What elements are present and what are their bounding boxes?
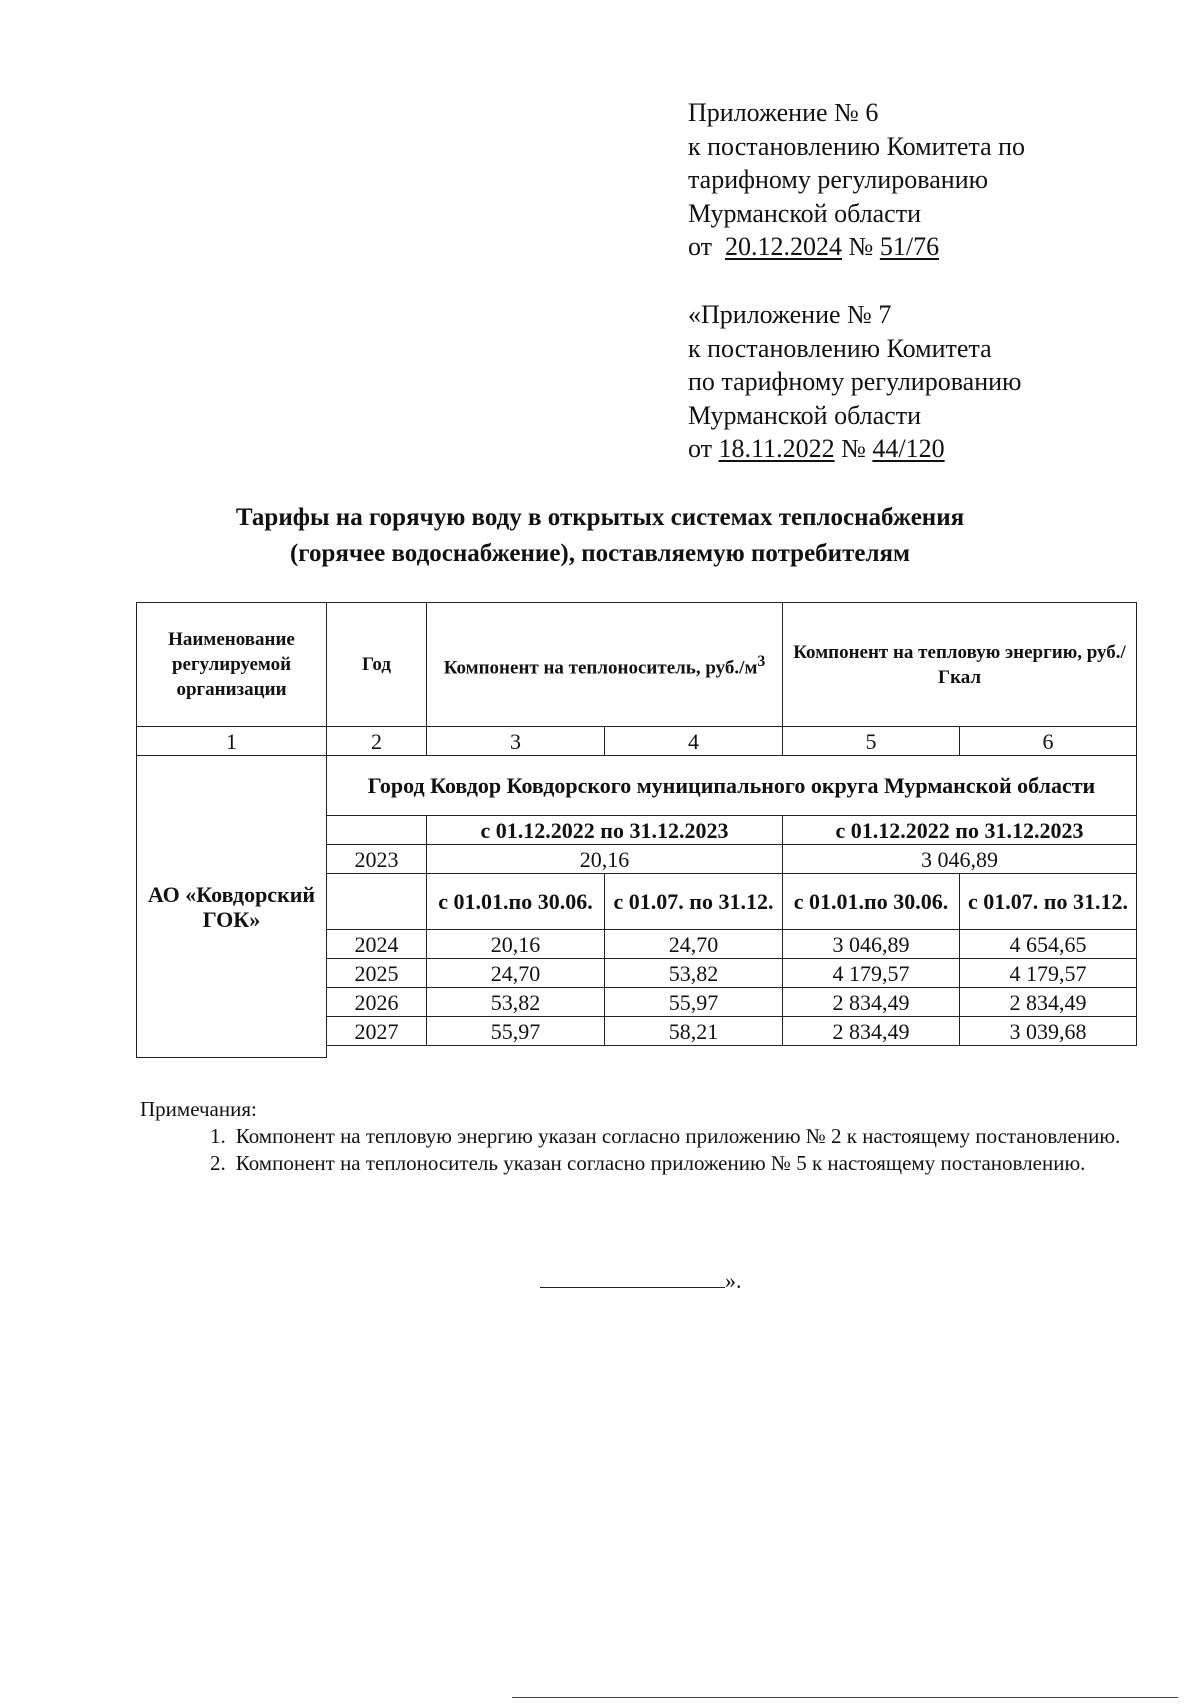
coolant-h2: 24,70: [605, 930, 783, 959]
year-cell: 2024: [327, 930, 427, 959]
half-header: с 01.07. по 31.12.: [960, 874, 1137, 930]
heat-h1: 2 834,49: [783, 988, 960, 1017]
heat-h1: 4 179,57: [783, 959, 960, 988]
appendix-6-no-sign: №: [848, 232, 874, 261]
coolant-h1: 20,16: [427, 930, 605, 959]
appendix-6-date-line: [688, 230, 1025, 264]
document-title: [120, 500, 1080, 572]
period-coolant: с 01.12.2022 по 31.12.2023: [427, 816, 783, 845]
col-number: 1: [137, 727, 327, 756]
col-number: 6: [960, 727, 1137, 756]
year-cell: 2027: [327, 1017, 427, 1046]
year-cell: 2026: [327, 988, 427, 1017]
table-header-row: [137, 603, 1137, 727]
appendix-6-line-2: к постановлению Комитета по: [688, 131, 1026, 161]
heat-value: 3 046,89: [783, 845, 1137, 874]
note-1-number: 1.: [210, 1124, 226, 1148]
coolant-h1: 24,70: [427, 959, 605, 988]
header-heat: Компонент на тепловую энергию, руб./Гкал: [783, 603, 1137, 727]
note-2-number: 2.: [210, 1151, 226, 1175]
closing-line: [540, 1287, 725, 1288]
appendix-7-date-line: [688, 432, 1021, 466]
heat-h2: 4 179,57: [960, 959, 1137, 988]
appendix-6-line-1: Приложение № 6: [688, 98, 879, 127]
appendix-6-header: [688, 96, 1025, 264]
appendix-7-line-3: по тарифному регулированию: [688, 367, 1022, 396]
col-number: 2: [327, 727, 427, 756]
column-numbers-row: [137, 727, 1137, 756]
coolant-h2: 55,97: [605, 988, 783, 1017]
note-2-text: Компонент на теплоноситель указан согласно приложению № 5 к настоящему постановлению.: [235, 1151, 1086, 1175]
period-heat: с 01.12.2022 по 31.12.2023: [783, 816, 1137, 845]
header-year: Год: [327, 603, 427, 727]
appendix-7-no-sign: №: [841, 434, 866, 463]
appendix-6-line-4: Мурманской области: [688, 198, 921, 228]
coolant-h1: 53,82: [427, 988, 605, 1017]
heat-h2: 3 039,68: [960, 1017, 1137, 1046]
title-line-1: Тарифы на горячую воду в открытых системах теплоснабжения: [235, 504, 965, 531]
table-row: [137, 756, 1137, 816]
closing-quote: ».: [725, 1268, 742, 1293]
empty-cell: [327, 816, 427, 845]
year-cell: 2023: [327, 845, 427, 874]
appendix-6-number: 51/76: [879, 232, 940, 261]
header-coolant-sup: 3: [757, 652, 766, 670]
appendix-6-prefix: от: [688, 232, 713, 261]
year-cell: 2025: [327, 959, 427, 988]
notes-section: [140, 1096, 1140, 1177]
appendix-6-line-3: тарифному регулированию: [688, 165, 989, 194]
region-name: Город Ковдор Ковдорского муниципального округа Мурманской области: [327, 756, 1137, 816]
header-coolant-text: Компонент на теплоноситель, руб./м: [443, 657, 758, 679]
heat-h2: 4 654,65: [960, 930, 1137, 959]
coolant-h1: 55,97: [427, 1017, 605, 1046]
heat-h2: 2 834,49: [960, 988, 1137, 1017]
col-number: 4: [605, 727, 783, 756]
header-coolant: [427, 603, 783, 727]
col-number: 5: [783, 727, 960, 756]
coolant-h2: 53,82: [605, 959, 783, 988]
empty-cell: [327, 874, 427, 930]
note-item-2: [140, 1150, 1140, 1177]
appendix-7-date: 18.11.2022: [718, 434, 835, 463]
notes-heading: Примечания:: [140, 1097, 257, 1121]
appendix-7-prefix: от: [688, 434, 713, 463]
heat-h1: 2 834,49: [783, 1017, 960, 1046]
col-number: 3: [427, 727, 605, 756]
note-1-text: Компонент на тепловую энергию указан согласно приложению № 2 к настоящему постановлению.: [235, 1124, 1121, 1148]
spacer-cell: [327, 1046, 1137, 1058]
appendix-7-header: [688, 298, 1021, 466]
appendix-6-date: 20.12.2024: [725, 232, 843, 261]
header-org: Наименование регулируемой организации: [137, 603, 327, 727]
bottom-rule: [512, 1697, 1178, 1698]
appendix-7-line-1: «Приложение № 7: [688, 300, 892, 329]
appendix-7-line-2: к постановлению Комитета: [688, 333, 992, 363]
appendix-7-number: 44/120: [872, 434, 945, 463]
heat-h1: 3 046,89: [783, 930, 960, 959]
half-header: с 01.01.по 30.06.: [427, 874, 605, 930]
title-line-2: (горячее водоснабжение), поставляемую потребителям: [289, 540, 911, 567]
appendix-7-line-4: Мурманской области: [688, 400, 921, 430]
closing-mark: [540, 1268, 742, 1294]
half-header: с 01.01.по 30.06.: [783, 874, 960, 930]
tariff-table: [136, 602, 1137, 1058]
coolant-h2: 58,21: [605, 1017, 783, 1046]
half-header: с 01.07. по 31.12.: [605, 874, 783, 930]
note-item-1: [140, 1123, 1140, 1150]
coolant-value: 20,16: [427, 845, 783, 874]
organization-name: АО «Ковдорский ГОК»: [137, 756, 327, 1058]
